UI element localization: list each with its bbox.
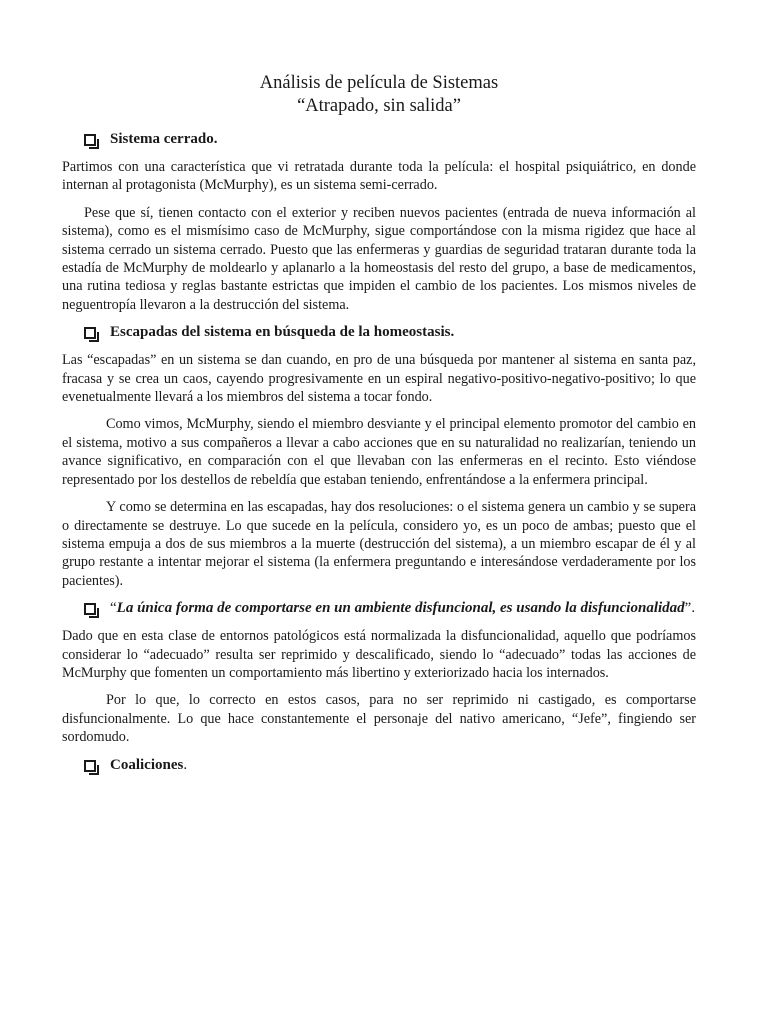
paragraph: Las “escapadas” en un sistema se dan cuando, en pro de una búsqueda por mantener al sistema en santa paz, fracasa y se crea un caos, cayendo progresivamente en un espiral negativo-positivo-negativo-positivo; lo que evenetualmente llevará a los miembros del sistema a tocar fondo. [62, 352, 696, 406]
paragraph: Y como se determina en las escapadas, hay dos resoluciones: o el sistema genera un cambio y se supera o directamente se destruye. Lo que sucede en la película, considero yo, es un poco de ambas; puesto que el sistema empuja a dos de sus miembros a la muerte (destrucción del sistema), a un miembro escapar de él y al grupo restante a intentar mejorar el sistema (la enfermera preguntando e interesándose verdaderamente por los pacientes). [62, 499, 696, 589]
section-heading-escapadas [84, 323, 696, 342]
section-heading-coaliciones [84, 756, 696, 775]
close-quote: ”. [684, 600, 696, 617]
heading-quote-text [110, 599, 695, 618]
heading-text: Escapadas del sistema en búsqueda de la homeostasis. [110, 324, 455, 341]
paragraph: Como vimos, McMurphy, siendo el miembro desviante y el principal elemento promotor del cambio en el sistema, motivo a sus compañeros a llevar a cabo acciones que en su naturalidad no realizarían, teniendo un avance significativo, en comparación con el que llevaban con las enfermeras en el recinto. Esto viéndose representado por los destellos de rebeldía que estaban teniendo, enfrentándose a la enfermera principal. [62, 416, 696, 488]
quote-emphasis: La única forma de comportarse en un ambiente disfuncional, es usando la disfuncionalidad [116, 600, 685, 617]
square-bullet-icon [84, 603, 96, 615]
paragraph: Dado que en esta clase de entornos patológicos está normalizada la disfuncionalidad, aquello que podríamos considerar lo “adecuado” resulta ser reprimido y descalificado, siendo lo “adecuado” todas las acciones de McMurphy que fomenten un comportamiento más libertino y exteriorizado hacia los internados. [62, 628, 696, 681]
heading-text-bold: Coaliciones [110, 756, 184, 773]
paragraph: Partimos con una característica que vi retratada durante toda la película: el hospital psiquiátrico, en donde internan al protagonista (McMurphy), es un sistema semi-cerrado. [62, 159, 696, 194]
square-bullet-icon [84, 134, 96, 146]
heading-text [110, 756, 187, 775]
section-heading-quote [84, 599, 696, 618]
heading-text: Sistema cerrado. [110, 131, 218, 147]
title-line-1: Análisis de película de Sistemas [259, 73, 499, 93]
paragraph: Pese que sí, tienen contacto con el exterior y reciben nuevos pacientes (entrada de nueva información al sistema), como es el mismísimo caso de McMurphy, sigue comportándose con la misma rigidez que hace al sistema cerrado un sistema cerrado. Puesto que las enfermeras y guardias de seguridad trataran durante toda la estadía de McMurphy de moldearlo y aplanarlo a la homeostasis del resto del grupo, a base de medicamentos, una rutina tediosa y reglas bastante estrictas que impiden el cambio de los pacientes. Los mismos niveles de neguentropía llevaron a la destrucción del sistema. [62, 204, 696, 313]
section-heading-sistema-cerrado [84, 130, 696, 149]
paragraph: Por lo que, lo correcto en estos casos, para no ser reprimido ni castigado, es comportarse disfuncionalmente. Lo que hace constantemente el personaje del nativo americano, “Jefe”, fingiendo ser sordomudo. [62, 692, 696, 746]
open-quote: “ [110, 600, 117, 617]
document-title [62, 72, 696, 118]
title-line-2: “Atrapado, sin salida” [297, 96, 461, 116]
heading-period: . [183, 756, 188, 773]
square-bullet-icon [84, 760, 96, 772]
square-bullet-icon [84, 327, 96, 339]
